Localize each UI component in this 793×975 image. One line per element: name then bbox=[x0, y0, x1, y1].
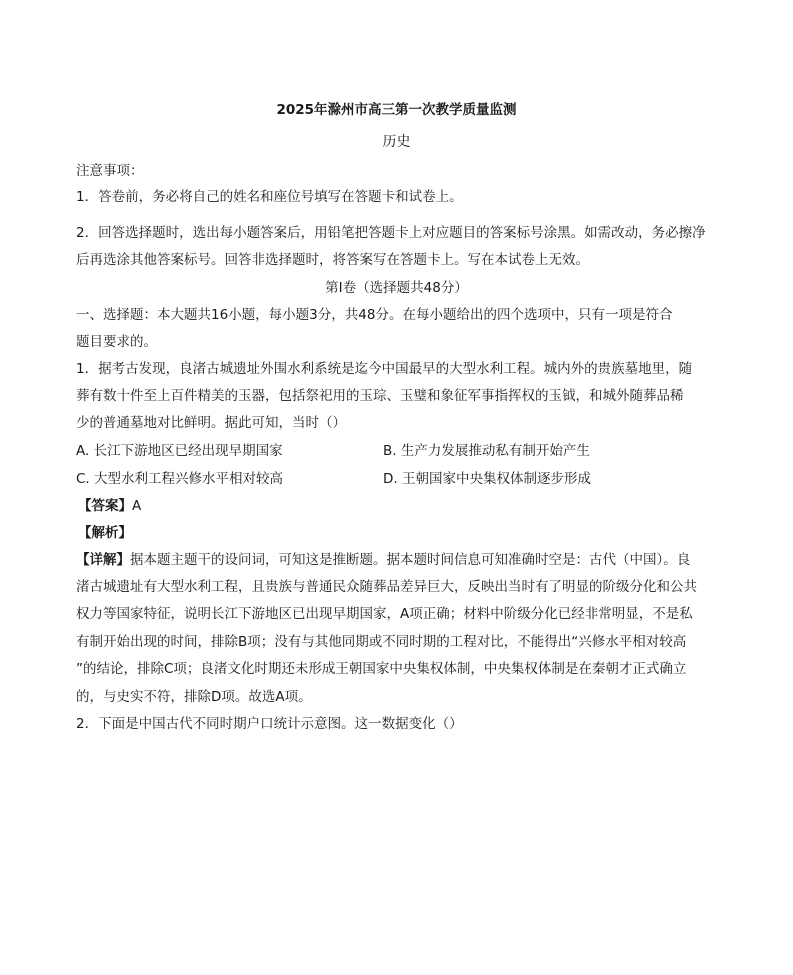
detail-label: 【详解】 bbox=[76, 552, 130, 568]
q1-detail-line-2: 渚古城遗址有大型水利工程，且贵族与普通民众随葬品差异巨大，反映出当时有了明显的阶级分化和公共 bbox=[76, 579, 697, 595]
section-intro-line-2: 题目要求的。 bbox=[76, 334, 157, 350]
q1-option-a: A. 长江下游地区已经出现早期国家 bbox=[76, 443, 283, 459]
volume-title: 第Ⅰ卷（选择题共48分） bbox=[325, 280, 468, 296]
notice-item-2-line-1: 2．回答选择题时，选出每小题答案后，用铅笔把答题卡上对应题目的答案标号涂黑。如需改动，务必擦净 bbox=[76, 225, 706, 241]
q1-answer bbox=[78, 495, 728, 517]
exam-title: 2025年滁州市高三第一次教学质量监测 bbox=[276, 102, 517, 118]
analysis-label: 【解析】 bbox=[78, 525, 132, 541]
q1-option-d: D. 王朝国家中央集权体制逐步形成 bbox=[383, 471, 591, 487]
q1-detail-line-4: 有制开始出现的时间，排除B项；没有与其他同期或不同时期的工程对比，不能得出“兴修水平相对较高 bbox=[76, 634, 687, 650]
q1-detail-line-3: 权力等国家特征，说明长江下游地区已出现早期国家，A项正确；材料中阶级分化已经非常明显，不是私 bbox=[76, 606, 693, 622]
notice-heading: 注意事项： bbox=[76, 163, 144, 179]
answer-value: A bbox=[132, 498, 142, 514]
q1-stem-line-3: 少的普通墓地对比鲜明。据此可知，当时（） bbox=[76, 415, 346, 431]
q1-stem-line-1: 1．据考古发现，良渚古城遗址外围水利系统是迄今中国最早的大型水利工程。城内外的贵族墓地里，随 bbox=[76, 361, 693, 377]
detail-text-1: 据本题主题干的设问词，可知这是推断题。据本题时间信息可知准确时空是：古代（中国）。良 bbox=[130, 552, 691, 568]
exam-subject: 历史 bbox=[382, 134, 411, 150]
notice-item-1: 1．答卷前，务必将自己的姓名和座位号填写在答题卡和试卷上。 bbox=[76, 189, 463, 205]
q2-stem-line-1: 2．下面是中国古代不同时期户口统计示意图。这一数据变化（） bbox=[76, 716, 463, 732]
q1-detail-line-5: ”的结论，排除C项；良渚文化时期还未形成王朝国家中央集权体制，中央集权体制是在秦朝才正式确立 bbox=[76, 661, 687, 677]
notice-item-2-line-2: 后再选涂其他答案标号。回答非选择题时，将答案写在答题卡上。写在本试卷上无效。 bbox=[76, 252, 589, 268]
section-intro-line-1: 一、选择题：本大题共16小题，每小题3分，共48分。在每小题给出的四个选项中，只有一项是符合 bbox=[76, 307, 673, 323]
q1-option-c: C. 大型水利工程兴修水平相对较高 bbox=[76, 471, 284, 487]
answer-label: 【答案】 bbox=[78, 498, 132, 514]
q1-stem-line-2: 葬有数十件至上百件精美的玉器，包括祭祀用的玉琮、玉璧和象征军事指挥权的玉钺，和城外随葬品稀 bbox=[76, 388, 684, 404]
q1-detail-line-6: 的，与史实不符，排除D项。故选A项。 bbox=[76, 689, 312, 705]
q1-option-b: B. 生产力发展推动私有制开始产生 bbox=[383, 443, 590, 459]
q1-detail-line-1 bbox=[76, 549, 726, 571]
q1-analysis-label bbox=[78, 522, 728, 544]
